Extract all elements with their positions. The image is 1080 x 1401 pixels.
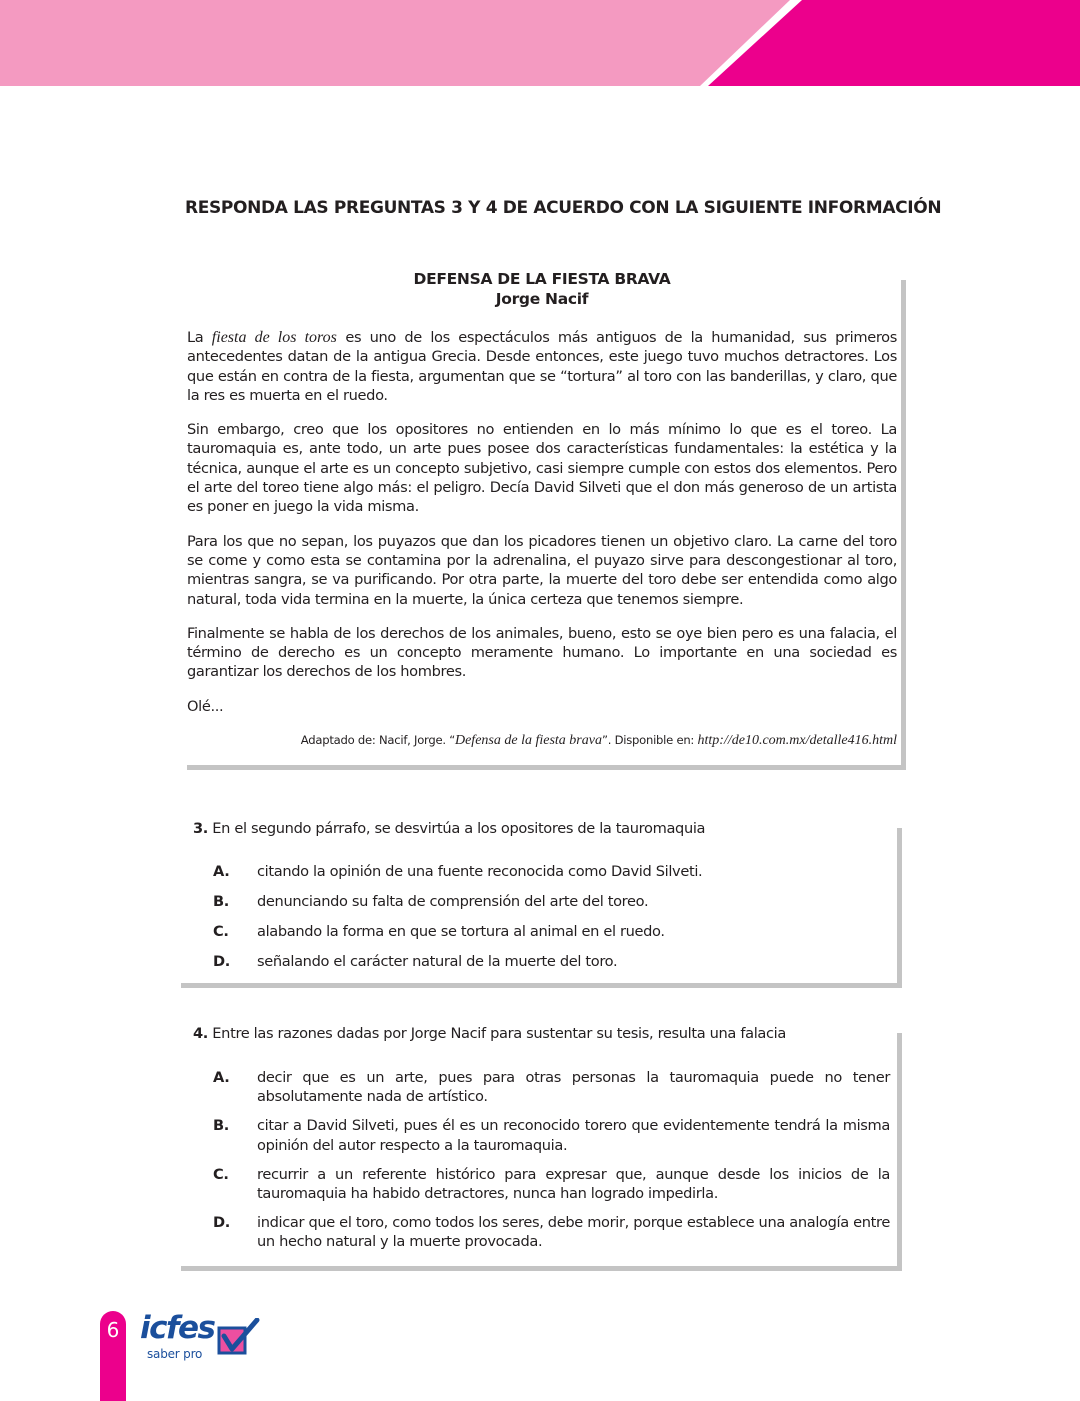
option-letter: D.: [213, 953, 230, 970]
source-citation: [187, 733, 897, 749]
source-work: Defensa de la fiesta brava: [454, 733, 602, 748]
header-banner: [0, 0, 1080, 86]
checkmark-icon: [217, 1318, 261, 1360]
option-letter: B.: [213, 893, 229, 910]
reading-header: [187, 270, 897, 309]
paragraph-1-rest: es uno de los espectáculos más antiguos de la humanidad, sus primeros antecedentes datan de la antigua Grecia. Desde entonces, este juego tuvo muchos detractores. Los que están en contra de la fiesta, argumentan que se “tortura” al toro con las banderillas, y claro, que la res es muerta en el ruedo.: [187, 329, 897, 404]
paragraph-5: Olé...: [187, 697, 224, 715]
paragraph-1: [187, 328, 897, 405]
option-c[interactable]: [213, 922, 890, 941]
paragraph-1-lead: La: [187, 329, 212, 346]
option-a[interactable]: [213, 862, 890, 881]
page-number: 6: [106, 1318, 120, 1342]
source-prefix: Adaptado de: Nacif, Jorge. “: [300, 733, 455, 747]
option-text: citar a David Silveti, pues él es un reconocido torero que evidentemente tendrá la misma opinión del autor respecto a la tauromaquia.: [257, 1117, 890, 1154]
source-middle: ”. Disponible en:: [601, 733, 698, 747]
option-text: citando la opinión de una fuente reconocida como David Silveti.: [257, 863, 703, 880]
question-number: 3.: [193, 820, 208, 837]
paragraph-4: Finalmente se habla de los derechos de los animales, bueno, esto se oye bien pero es una falacia, el término de derecho es un concepto meramente humano. Lo importante en una sociedad es garantizar los derechos de los hombres.: [187, 624, 897, 681]
option-text: denunciando su falta de comprensión del arte del toreo.: [257, 893, 649, 910]
question-4-options: [213, 1068, 890, 1262]
source-url: http://de10.com.mx/detalle416.html: [697, 733, 897, 748]
reading-body: [187, 328, 897, 731]
option-text: decir que es un arte, pues para otras personas la tauromaquia puede no tener absolutamente nada de artístico.: [257, 1069, 890, 1106]
option-d[interactable]: [213, 1213, 890, 1251]
option-c[interactable]: [213, 1165, 890, 1203]
question-text: En el segundo párrafo, se desvirtúa a los opositores de la tauromaquia: [212, 820, 706, 837]
option-b[interactable]: [213, 892, 890, 911]
option-text: alabando la forma en que se tortura al animal en el ruedo.: [257, 923, 665, 940]
option-letter: B.: [213, 1117, 229, 1135]
question-3-options: [213, 862, 890, 982]
option-letter: C.: [213, 1165, 229, 1183]
paragraph-3: Para los que no sepan, los puyazos que dan los picadores tienen un objetivo claro. La carne del toro se come y como esta se contamina por la adrenalina, el puyazo sirve para descongestionar al toro, mientras sangra, se va purificando. Por otra parte, la muerte del toro debe ser entendida como algo natural, toda vida termina en la muerte, la única certeza que tenemos siempre.: [187, 532, 897, 608]
option-letter: A.: [213, 863, 230, 880]
option-text: indicar que el toro, como todos los seres, debe morir, porque establece una analogía entre un hecho natural y la muerte provocada.: [257, 1214, 890, 1251]
option-b[interactable]: [213, 1116, 890, 1154]
logo-subtext: saber pro: [147, 1347, 203, 1361]
section-instruction: RESPONDA LAS PREGUNTAS 3 Y 4 DE ACUERDO CON LA SIGUIENTE INFORMACIÓN: [185, 198, 942, 218]
option-letter: D.: [213, 1214, 230, 1232]
icfes-logo: [140, 1310, 265, 1366]
option-text: señalando el carácter natural de la muerte del toro.: [257, 953, 618, 970]
question-text: Entre las razones dadas por Jorge Nacif para sustentar su tesis, resulta una falacia: [212, 1025, 786, 1042]
question-number: 4.: [193, 1025, 208, 1042]
option-d[interactable]: [213, 952, 890, 971]
reading-author: Jorge Nacif: [495, 289, 589, 308]
paragraph-1-italic: fiesta de los toros: [211, 329, 337, 346]
option-a[interactable]: [213, 1068, 890, 1106]
question-3-stem: [193, 819, 705, 838]
reading-title: DEFENSA DE LA FIESTA BRAVA: [413, 270, 671, 288]
question-4-stem: [193, 1024, 786, 1043]
option-text: recurrir a un referente histórico para expresar que, aunque desde los inicios de la tauromaquia ha habido detractores, nunca han logrado impedirla.: [257, 1165, 890, 1203]
option-letter: A.: [213, 1069, 230, 1086]
option-letter: C.: [213, 923, 229, 940]
paragraph-2: Sin embargo, creo que los opositores no entienden en lo más mínimo lo que es el toreo. La tauromaquia es, ante todo, un arte pues posee dos características fundamentales: la estética y la técnica, aunque el arte es un concepto subjetivo, casi siempre cumple con estos dos elementos. Pero el arte del toreo tiene algo más: el peligro. Decía David Silveti que el don más generoso de un artista es poner en juego la vida misma.: [187, 421, 897, 516]
logo-text: icfes: [140, 1310, 215, 1346]
